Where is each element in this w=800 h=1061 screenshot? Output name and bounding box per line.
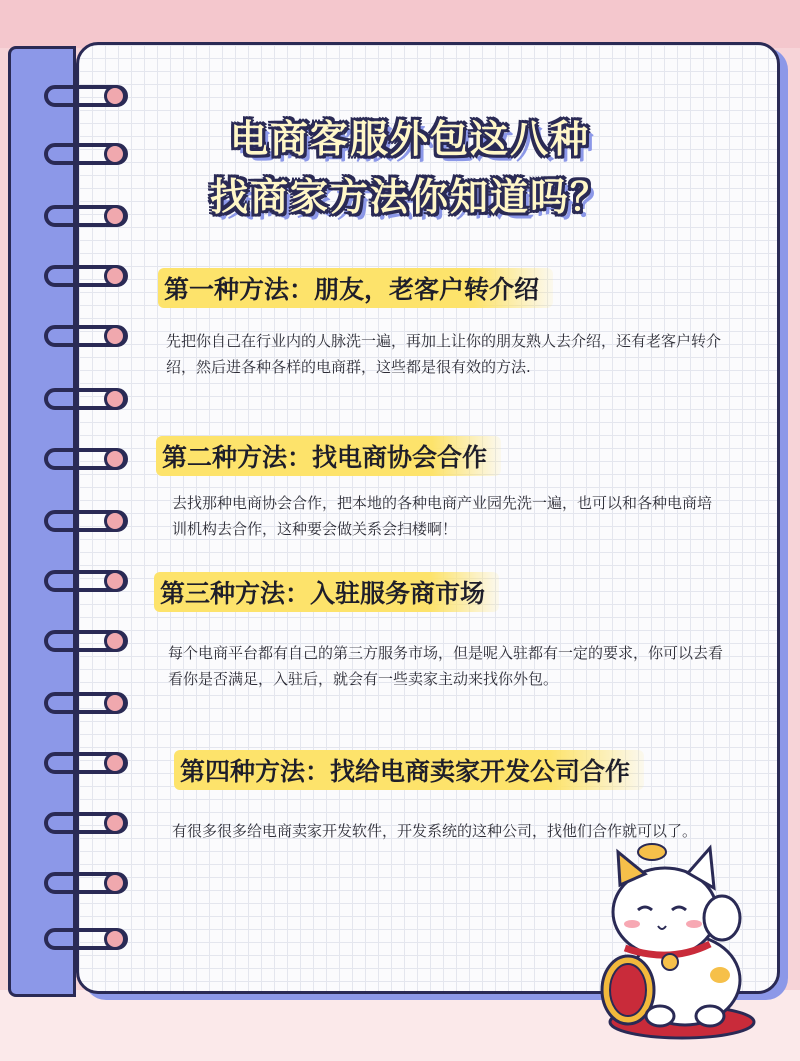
ring-hole	[104, 265, 126, 287]
background-top	[0, 0, 800, 48]
ring-hole	[104, 205, 126, 227]
ring-hole	[104, 143, 126, 165]
ring-hole	[104, 812, 126, 834]
ring-hole	[104, 752, 126, 774]
ring-hole	[104, 872, 126, 894]
ring-hole	[104, 85, 126, 107]
method-4-heading: 第四种方法：找给电商卖家开发公司合作	[174, 750, 644, 790]
ring-hole	[104, 570, 126, 592]
method-2-body: 去找那种电商协会合作，把本地的各种电商产业园先洗一遍，也可以和各种电商培训机构去合作，这种要会做关系会扫楼啊！	[172, 494, 713, 538]
ring-hole	[104, 388, 126, 410]
ring-hole	[104, 448, 126, 470]
ring-hole	[104, 325, 126, 347]
lucky-cat-icon	[590, 840, 760, 1040]
method-3-heading: 第三种方法：入驻服务商市场	[154, 572, 499, 612]
method-3-body: 每个电商平台都有自己的第三方服务市场，但是呢入驻都有一定的要求，你可以去看看你是否满足，入驻后，就会有一些卖家主动来找你外包。	[168, 644, 724, 688]
page-title-line2: 找商家方法你知道吗？	[209, 175, 610, 219]
method-1-heading: 第一种方法：朋友，老客户转介绍	[158, 268, 553, 308]
method-2-heading: 第二种方法：找电商协会合作	[156, 436, 501, 476]
page-title-line1: 电商客服外包这八种	[229, 117, 590, 161]
ring-hole	[104, 692, 126, 714]
ring-hole	[104, 928, 126, 950]
method-1-body: 先把你自己在行业内的人脉洗一遍，再加上让你的朋友熟人去介绍，还有老客户转介绍，然后进各种各样的电商群，这些都是很有效的方法.	[166, 332, 722, 376]
method-4-body: 有很多很多给电商卖家开发软件，开发系统的这种公司，找他们合作就可以了。	[172, 822, 698, 840]
ring-hole	[104, 510, 126, 532]
ring-hole	[104, 630, 126, 652]
